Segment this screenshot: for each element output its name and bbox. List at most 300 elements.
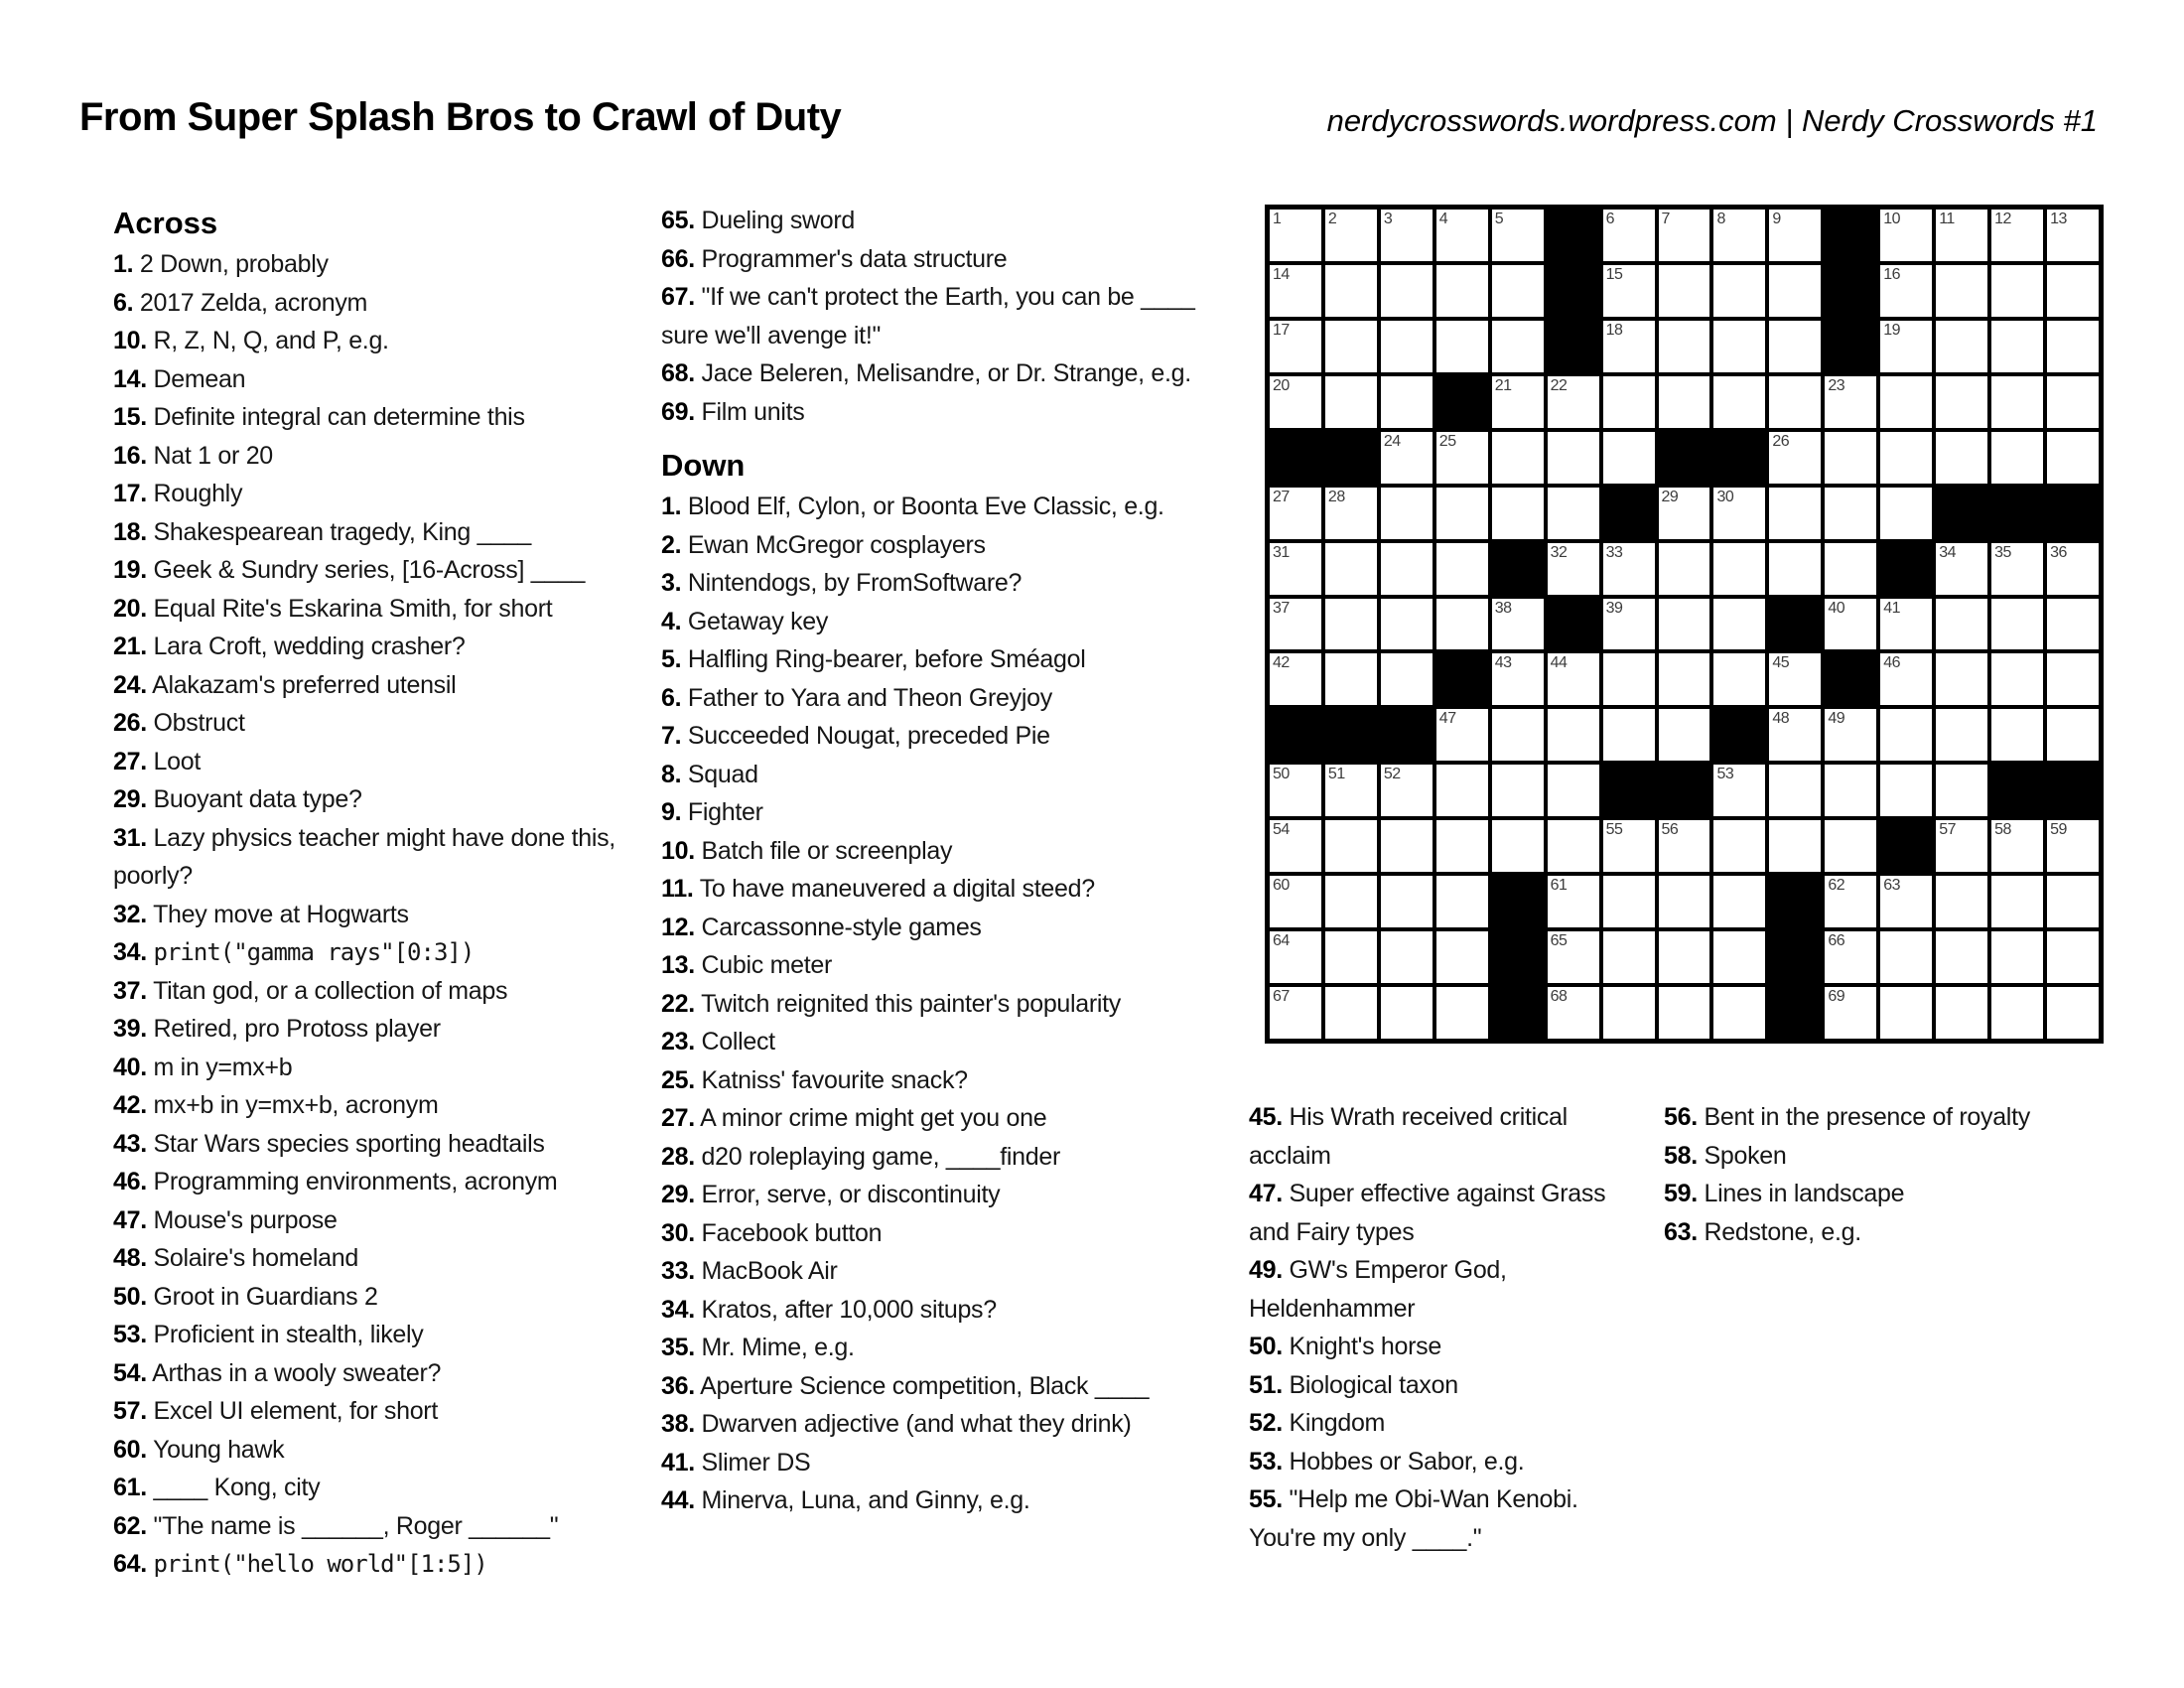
grid-cell[interactable]	[1323, 651, 1379, 707]
cell-number: 58	[1994, 821, 2011, 839]
grid-cell[interactable]	[1379, 929, 1434, 985]
grid-cell[interactable]	[2045, 208, 2101, 263]
grid-cell[interactable]	[2045, 985, 2101, 1041]
cell-number: 36	[2050, 543, 2067, 561]
grid-cell[interactable]	[1379, 818, 1434, 874]
clue-item: 30. Facebook button	[661, 1218, 883, 1247]
grid-cell[interactable]	[1434, 208, 1490, 263]
grid-cell-black	[1823, 651, 1878, 707]
grid-cell[interactable]	[1323, 541, 1379, 597]
grid-cell[interactable]	[1268, 319, 1323, 374]
grid-cell[interactable]	[1657, 319, 1712, 374]
grid-cell[interactable]	[1490, 651, 1546, 707]
clue-item: 20. Equal Rite's Eskarina Smith, for short	[113, 594, 553, 623]
grid-cell[interactable]	[1546, 985, 1601, 1041]
clue-item: 10. Batch file or screenplay	[661, 836, 953, 865]
grid-cell[interactable]	[2045, 874, 2101, 929]
grid-cell[interactable]	[1878, 985, 1934, 1041]
grid-cell[interactable]	[1934, 651, 1989, 707]
grid-cell[interactable]	[1989, 319, 2045, 374]
grid-cell[interactable]	[1823, 374, 1878, 430]
grid-cell[interactable]	[1711, 374, 1767, 430]
clue-item: 8. Squad	[661, 760, 758, 788]
grid-cell[interactable]	[1490, 374, 1546, 430]
grid-cell[interactable]	[1323, 486, 1379, 541]
clue-item: 31. Lazy physics teacher might have done this, poorly?	[113, 823, 615, 890]
grid-cell[interactable]	[1601, 874, 1657, 929]
grid-cell[interactable]	[1546, 486, 1601, 541]
grid-cell[interactable]	[1711, 486, 1767, 541]
clue-item: 50. Groot in Guardians 2	[113, 1282, 378, 1311]
grid-cell[interactable]	[1823, 818, 1878, 874]
grid-cell[interactable]	[1657, 985, 1712, 1041]
grid-cell[interactable]	[1657, 541, 1712, 597]
clue-item: 1. 2 Down, probably	[113, 250, 329, 278]
cell-number: 37	[1273, 599, 1290, 617]
grid-cell[interactable]	[1434, 929, 1490, 985]
cell-number: 54	[1273, 821, 1290, 839]
clue-item: 47. Super effective against Grass and Fairy types	[1249, 1180, 1606, 1246]
grid-cell[interactable]	[1268, 874, 1323, 929]
grid-cell-black	[1434, 374, 1490, 430]
clue-item: 23. Collect	[661, 1028, 775, 1055]
clue-item: 51. Biological taxon	[1249, 1370, 1458, 1399]
grid-cell[interactable]	[2045, 597, 2101, 652]
grid-cell[interactable]	[1546, 430, 1601, 486]
cell-number: 20	[1273, 376, 1290, 394]
grid-cell[interactable]	[1601, 430, 1657, 486]
across-header: Across	[113, 206, 218, 240]
clue-item: 22. Twitch reignited this painter's popularity	[661, 989, 1122, 1018]
across-clue-list-continued	[661, 202, 1235, 431]
cell-number: 22	[1550, 376, 1568, 394]
grid-cell[interactable]	[1823, 597, 1878, 652]
grid-cell[interactable]	[1989, 263, 2045, 319]
grid-cell[interactable]	[1657, 818, 1712, 874]
grid-cell-black	[1323, 707, 1379, 763]
clue-item: 29. Error, serve, or discontinuity	[661, 1181, 1001, 1208]
grid-cell[interactable]	[1823, 763, 1878, 818]
cell-number: 2	[1327, 211, 1337, 227]
grid-cell[interactable]	[1601, 707, 1657, 763]
grid-cell[interactable]	[1878, 929, 1934, 985]
cell-number: 7	[1661, 211, 1670, 227]
clue-item: 62. "The name is ______, Roger ______"	[113, 1511, 559, 1540]
grid-cell[interactable]	[1934, 985, 1989, 1041]
site-credit: nerdycrosswords.wordpress.com | Nerdy Crosswords #1	[1326, 103, 2098, 138]
grid-cell[interactable]	[1989, 430, 2045, 486]
cell-number: 44	[1550, 654, 1568, 672]
cell-number: 1	[1273, 211, 1282, 227]
grid-cell[interactable]	[1323, 929, 1379, 985]
cell-number: 38	[1494, 599, 1512, 617]
grid-cell[interactable]	[1934, 374, 1989, 430]
grid-cell[interactable]	[1767, 707, 1823, 763]
grid-cell[interactable]	[1934, 319, 1989, 374]
grid-cell[interactable]	[1379, 430, 1434, 486]
grid-cell[interactable]	[1823, 486, 1878, 541]
grid-cell-black	[1601, 763, 1657, 818]
cell-number: 24	[1383, 432, 1401, 450]
grid-cell[interactable]	[1711, 929, 1767, 985]
grid-cell-black	[1546, 263, 1601, 319]
grid-cell[interactable]	[1711, 319, 1767, 374]
clue-item: 49. GW's Emperor God, Heldenhammer	[1249, 1256, 1507, 1323]
cell-number: 42	[1273, 654, 1290, 672]
grid-cell[interactable]	[1878, 651, 1934, 707]
grid-cell[interactable]	[1546, 818, 1601, 874]
grid-cell-black	[1490, 874, 1546, 929]
grid-cell[interactable]	[1268, 263, 1323, 319]
grid-cell-black	[1434, 651, 1490, 707]
grid-cell[interactable]	[2045, 707, 2101, 763]
grid-cell[interactable]	[1878, 486, 1934, 541]
grid-cell[interactable]	[1823, 541, 1878, 597]
cell-number: 16	[1883, 265, 1901, 283]
grid-cell[interactable]	[1546, 651, 1601, 707]
grid-cell[interactable]	[1934, 707, 1989, 763]
clue-item: 67. "If we can't protect the Earth, you can be ____ sure we'll avenge it!"	[661, 283, 1195, 350]
grid-cell[interactable]	[1490, 486, 1546, 541]
grid-cell[interactable]	[1268, 374, 1323, 430]
clue-item: 56. Bent in the presence of royalty	[1664, 1103, 2030, 1131]
grid-cell[interactable]	[1657, 486, 1712, 541]
grid-cell[interactable]	[1379, 374, 1434, 430]
grid-cell[interactable]	[1657, 263, 1712, 319]
grid-cell[interactable]	[1767, 486, 1823, 541]
grid-cell[interactable]	[1711, 651, 1767, 707]
grid-cell[interactable]	[1323, 208, 1379, 263]
grid-cell[interactable]	[1657, 707, 1712, 763]
cell-number: 17	[1273, 321, 1290, 339]
grid-cell[interactable]	[1989, 208, 2045, 263]
grid-cell[interactable]	[1379, 763, 1434, 818]
grid-cell[interactable]	[1767, 541, 1823, 597]
cell-number: 60	[1273, 877, 1290, 895]
grid-cell[interactable]	[1379, 597, 1434, 652]
clue-item: 9. Fighter	[661, 798, 763, 826]
grid-cell-black	[1546, 208, 1601, 263]
clue-item: 26. Obstruct	[113, 709, 245, 737]
cell-number: 3	[1383, 211, 1393, 227]
grid-cell[interactable]	[1657, 874, 1712, 929]
grid-cell[interactable]	[1767, 651, 1823, 707]
grid-cell[interactable]	[1268, 929, 1323, 985]
grid-cell[interactable]	[1934, 541, 1989, 597]
grid-cell[interactable]	[1601, 985, 1657, 1041]
grid-cell[interactable]	[1379, 319, 1434, 374]
clue-item: 48. Solaire's homeland	[113, 1244, 358, 1272]
grid-cell[interactable]	[1989, 929, 2045, 985]
grid-cell[interactable]	[2045, 319, 2101, 374]
cell-number: 14	[1273, 265, 1290, 283]
cell-number: 9	[1772, 211, 1781, 227]
grid-cell[interactable]	[1989, 374, 2045, 430]
grid-cell[interactable]	[2045, 929, 2101, 985]
grid-cell[interactable]	[1767, 818, 1823, 874]
grid-cell[interactable]	[1434, 707, 1490, 763]
grid-cell[interactable]	[1490, 430, 1546, 486]
grid-cell[interactable]	[1323, 874, 1379, 929]
clue-item: 29. Buoyant data type?	[113, 785, 362, 813]
grid-cell[interactable]	[1934, 818, 1989, 874]
grid-cell-black	[1490, 541, 1546, 597]
cell-number: 18	[1605, 321, 1623, 339]
cell-number: 23	[1828, 376, 1845, 394]
grid-cell[interactable]	[1434, 486, 1490, 541]
grid-cell[interactable]	[1379, 541, 1434, 597]
grid-cell[interactable]	[2045, 818, 2101, 874]
grid-cell[interactable]	[1989, 651, 2045, 707]
clue-item: 19. Geek & Sundry series, [16-Across] ____	[113, 556, 586, 584]
across-clues-column	[113, 202, 644, 1584]
grid-cell[interactable]	[1823, 707, 1878, 763]
clue-item: 36. Aperture Science competition, Black ____	[661, 1371, 1150, 1400]
grid-cell[interactable]	[1767, 763, 1823, 818]
grid-cell[interactable]	[1268, 818, 1323, 874]
grid-cell[interactable]	[1601, 597, 1657, 652]
grid-cell[interactable]	[1268, 985, 1323, 1041]
clue-item: 6. 2017 Zelda, acronym	[113, 288, 368, 317]
clue-item: 11. To have maneuvered a digital steed?	[661, 875, 1095, 903]
grid-cell[interactable]	[1823, 430, 1878, 486]
clue-item: 68. Jace Beleren, Melisandre, or Dr. Strange, e.g.	[661, 359, 1191, 387]
grid-cell[interactable]	[1767, 319, 1823, 374]
grid-cell[interactable]	[1323, 985, 1379, 1041]
cell-number: 10	[1883, 211, 1901, 227]
grid-cell[interactable]	[1657, 651, 1712, 707]
grid-cell[interactable]	[1934, 929, 1989, 985]
grid-cell[interactable]	[1379, 651, 1434, 707]
clue-item: 57. Excel UI element, for short	[113, 1397, 438, 1425]
grid-cell[interactable]	[1546, 763, 1601, 818]
clue-item: 65. Dueling sword	[661, 207, 856, 234]
grid-cell[interactable]	[1601, 208, 1657, 263]
grid-cell[interactable]	[1934, 874, 1989, 929]
grid-cell[interactable]	[1268, 597, 1323, 652]
down-header: Down	[661, 448, 746, 483]
cell-number: 8	[1716, 211, 1725, 227]
grid-cell[interactable]	[2045, 263, 2101, 319]
down-clue-list-continued	[1249, 1098, 1634, 1557]
grid-cell[interactable]	[1823, 985, 1878, 1041]
grid-cell[interactable]	[1711, 985, 1767, 1041]
clue-item: 7. Succeeded Nougat, preceded Pie	[661, 722, 1050, 750]
grid-cell[interactable]	[1878, 263, 1934, 319]
clue-item: 40. m in y=mx+b	[113, 1053, 293, 1081]
clue-item: 34. Kratos, after 10,000 situps?	[661, 1295, 997, 1324]
grid-cell-black	[1934, 486, 1989, 541]
down-clue-list-last	[1664, 1098, 2109, 1251]
grid-cell[interactable]	[1878, 707, 1934, 763]
clue-item: 69. Film units	[661, 397, 805, 426]
clue-item: 35. Mr. Mime, e.g.	[661, 1334, 855, 1361]
grid-cell[interactable]	[1767, 430, 1823, 486]
cell-number: 66	[1828, 932, 1845, 950]
grid-cell-black	[1767, 985, 1823, 1041]
cell-number: 52	[1383, 766, 1401, 783]
page-title: From Super Splash Bros to Crawl of Duty	[79, 95, 842, 139]
grid-cell[interactable]	[1934, 763, 1989, 818]
grid-cell[interactable]	[1268, 208, 1323, 263]
grid-cell-black	[1657, 763, 1712, 818]
grid-cell[interactable]	[1767, 263, 1823, 319]
grid-cell[interactable]	[1546, 874, 1601, 929]
cell-number: 63	[1883, 877, 1901, 895]
grid-cell[interactable]	[1379, 486, 1434, 541]
grid-cell[interactable]	[1379, 874, 1434, 929]
cell-number: 27	[1273, 488, 1290, 505]
grid-cell[interactable]	[1878, 597, 1934, 652]
grid-cell[interactable]	[1989, 541, 2045, 597]
grid-cell[interactable]	[2045, 374, 2101, 430]
clue-item: 4. Getaway key	[661, 607, 829, 635]
grid-cell[interactable]	[1601, 319, 1657, 374]
grid-cell[interactable]	[1268, 763, 1323, 818]
cell-number: 35	[1994, 543, 2011, 561]
grid-cell[interactable]	[1711, 874, 1767, 929]
clue-item: 59. Lines in landscape	[1664, 1180, 1905, 1207]
grid-cell[interactable]	[1323, 597, 1379, 652]
grid-cell-black	[1379, 707, 1434, 763]
grid-cell[interactable]	[1878, 763, 1934, 818]
clue-item: 24. Alakazam's preferred utensil	[113, 670, 457, 699]
clue-item: 58. Spoken	[1664, 1141, 1787, 1170]
grid-cell[interactable]	[1767, 208, 1823, 263]
grid-cell-black	[1989, 486, 2045, 541]
grid-cell[interactable]	[1379, 208, 1434, 263]
grid-cell[interactable]	[1989, 818, 2045, 874]
grid-cell[interactable]	[1434, 763, 1490, 818]
grid-cell[interactable]	[1711, 763, 1767, 818]
grid-cell-black	[1490, 929, 1546, 985]
grid-cell[interactable]	[1601, 818, 1657, 874]
grid-cell[interactable]	[1434, 263, 1490, 319]
grid-cell[interactable]	[1490, 707, 1546, 763]
grid-cell[interactable]	[1934, 597, 1989, 652]
grid-cell[interactable]	[1546, 929, 1601, 985]
cell-number: 39	[1605, 599, 1623, 617]
cell-number: 61	[1550, 877, 1568, 895]
grid-cell-black	[1823, 319, 1878, 374]
grid-cell[interactable]	[1711, 208, 1767, 263]
grid-cell[interactable]	[1323, 263, 1379, 319]
clue-item: 37. Titan god, or a collection of maps	[113, 976, 508, 1005]
grid-cell[interactable]	[1323, 374, 1379, 430]
cell-number: 33	[1605, 543, 1623, 561]
grid-cell[interactable]	[1989, 597, 2045, 652]
grid-cell[interactable]	[1934, 430, 1989, 486]
grid-cell[interactable]	[2045, 651, 2101, 707]
grid-cell[interactable]	[1878, 874, 1934, 929]
grid-cell[interactable]	[1934, 263, 1989, 319]
grid-cell[interactable]	[1379, 985, 1434, 1041]
grid-cell[interactable]	[1268, 486, 1323, 541]
grid-cell-black	[1767, 597, 1823, 652]
grid-cell[interactable]	[1878, 430, 1934, 486]
cell-number: 67	[1273, 988, 1290, 1006]
grid-cell[interactable]	[1268, 541, 1323, 597]
grid-cell[interactable]	[1323, 319, 1379, 374]
cell-number: 28	[1327, 488, 1345, 505]
grid-cell-black	[1823, 263, 1878, 319]
grid-cell[interactable]	[1434, 874, 1490, 929]
grid-cell[interactable]	[1767, 374, 1823, 430]
grid-cell-black	[1767, 874, 1823, 929]
grid-cell[interactable]	[1379, 263, 1434, 319]
grid-cell[interactable]	[1546, 541, 1601, 597]
clue-item: 66. Programmer's data structure	[661, 244, 1008, 273]
cell-number: 59	[2050, 821, 2067, 839]
grid-cell[interactable]	[1657, 597, 1712, 652]
grid-cell-black	[1546, 319, 1601, 374]
grid-cell[interactable]	[1490, 319, 1546, 374]
grid-cell-black	[1711, 430, 1767, 486]
cell-number: 40	[1828, 599, 1845, 617]
cell-number: 49	[1828, 710, 1845, 728]
grid-cell[interactable]	[1490, 263, 1546, 319]
grid-cell[interactable]	[1601, 374, 1657, 430]
grid-cell[interactable]	[1323, 763, 1379, 818]
grid-cell[interactable]	[1878, 374, 1934, 430]
grid-cell[interactable]	[1989, 874, 2045, 929]
grid-cell[interactable]	[2045, 430, 2101, 486]
clue-item: 15. Definite integral can determine this	[113, 403, 525, 431]
grid-cell[interactable]	[1434, 985, 1490, 1041]
grid-cell[interactable]	[1657, 374, 1712, 430]
grid-cell[interactable]	[1490, 763, 1546, 818]
grid-cell[interactable]	[1711, 541, 1767, 597]
grid-cell[interactable]	[1657, 208, 1712, 263]
grid-cell[interactable]	[1711, 263, 1767, 319]
grid-cell[interactable]	[1878, 319, 1934, 374]
crossword-grid	[1265, 205, 2104, 1044]
grid-cell[interactable]	[1434, 541, 1490, 597]
clue-item: 41. Slimer DS	[661, 1448, 811, 1477]
clue-item: 21. Lara Croft, wedding crasher?	[113, 633, 466, 660]
grid-cell[interactable]	[1490, 818, 1546, 874]
grid-cell[interactable]	[1657, 929, 1712, 985]
grid-cell[interactable]	[1490, 597, 1546, 652]
grid-cell[interactable]	[1878, 208, 1934, 263]
grid-cell[interactable]	[1434, 319, 1490, 374]
cell-number: 43	[1494, 654, 1512, 672]
grid-cell[interactable]	[1434, 430, 1490, 486]
grid-cell[interactable]	[2045, 541, 2101, 597]
grid-cell[interactable]	[1989, 985, 2045, 1041]
grid-cell[interactable]	[1546, 707, 1601, 763]
grid-cell[interactable]	[1434, 597, 1490, 652]
grid-cell[interactable]	[1490, 208, 1546, 263]
grid-cell[interactable]	[1823, 874, 1878, 929]
grid-cell[interactable]	[1711, 818, 1767, 874]
grid-cell[interactable]	[1934, 208, 1989, 263]
grid-cell-black	[1989, 763, 2045, 818]
grid-cell[interactable]	[1601, 541, 1657, 597]
grid-cell[interactable]	[1823, 929, 1878, 985]
grid-cell[interactable]	[1601, 929, 1657, 985]
grid-cell[interactable]	[1601, 651, 1657, 707]
grid-cell-black	[2045, 486, 2101, 541]
grid-cell[interactable]	[1989, 707, 2045, 763]
grid-cell[interactable]	[1323, 818, 1379, 874]
grid-cell[interactable]	[1268, 651, 1323, 707]
clue-item: 60. Young hawk	[113, 1435, 285, 1464]
grid-cell[interactable]	[1546, 374, 1601, 430]
grid-cell[interactable]	[1434, 818, 1490, 874]
grid-cell[interactable]	[1711, 597, 1767, 652]
grid-cell[interactable]	[1601, 263, 1657, 319]
